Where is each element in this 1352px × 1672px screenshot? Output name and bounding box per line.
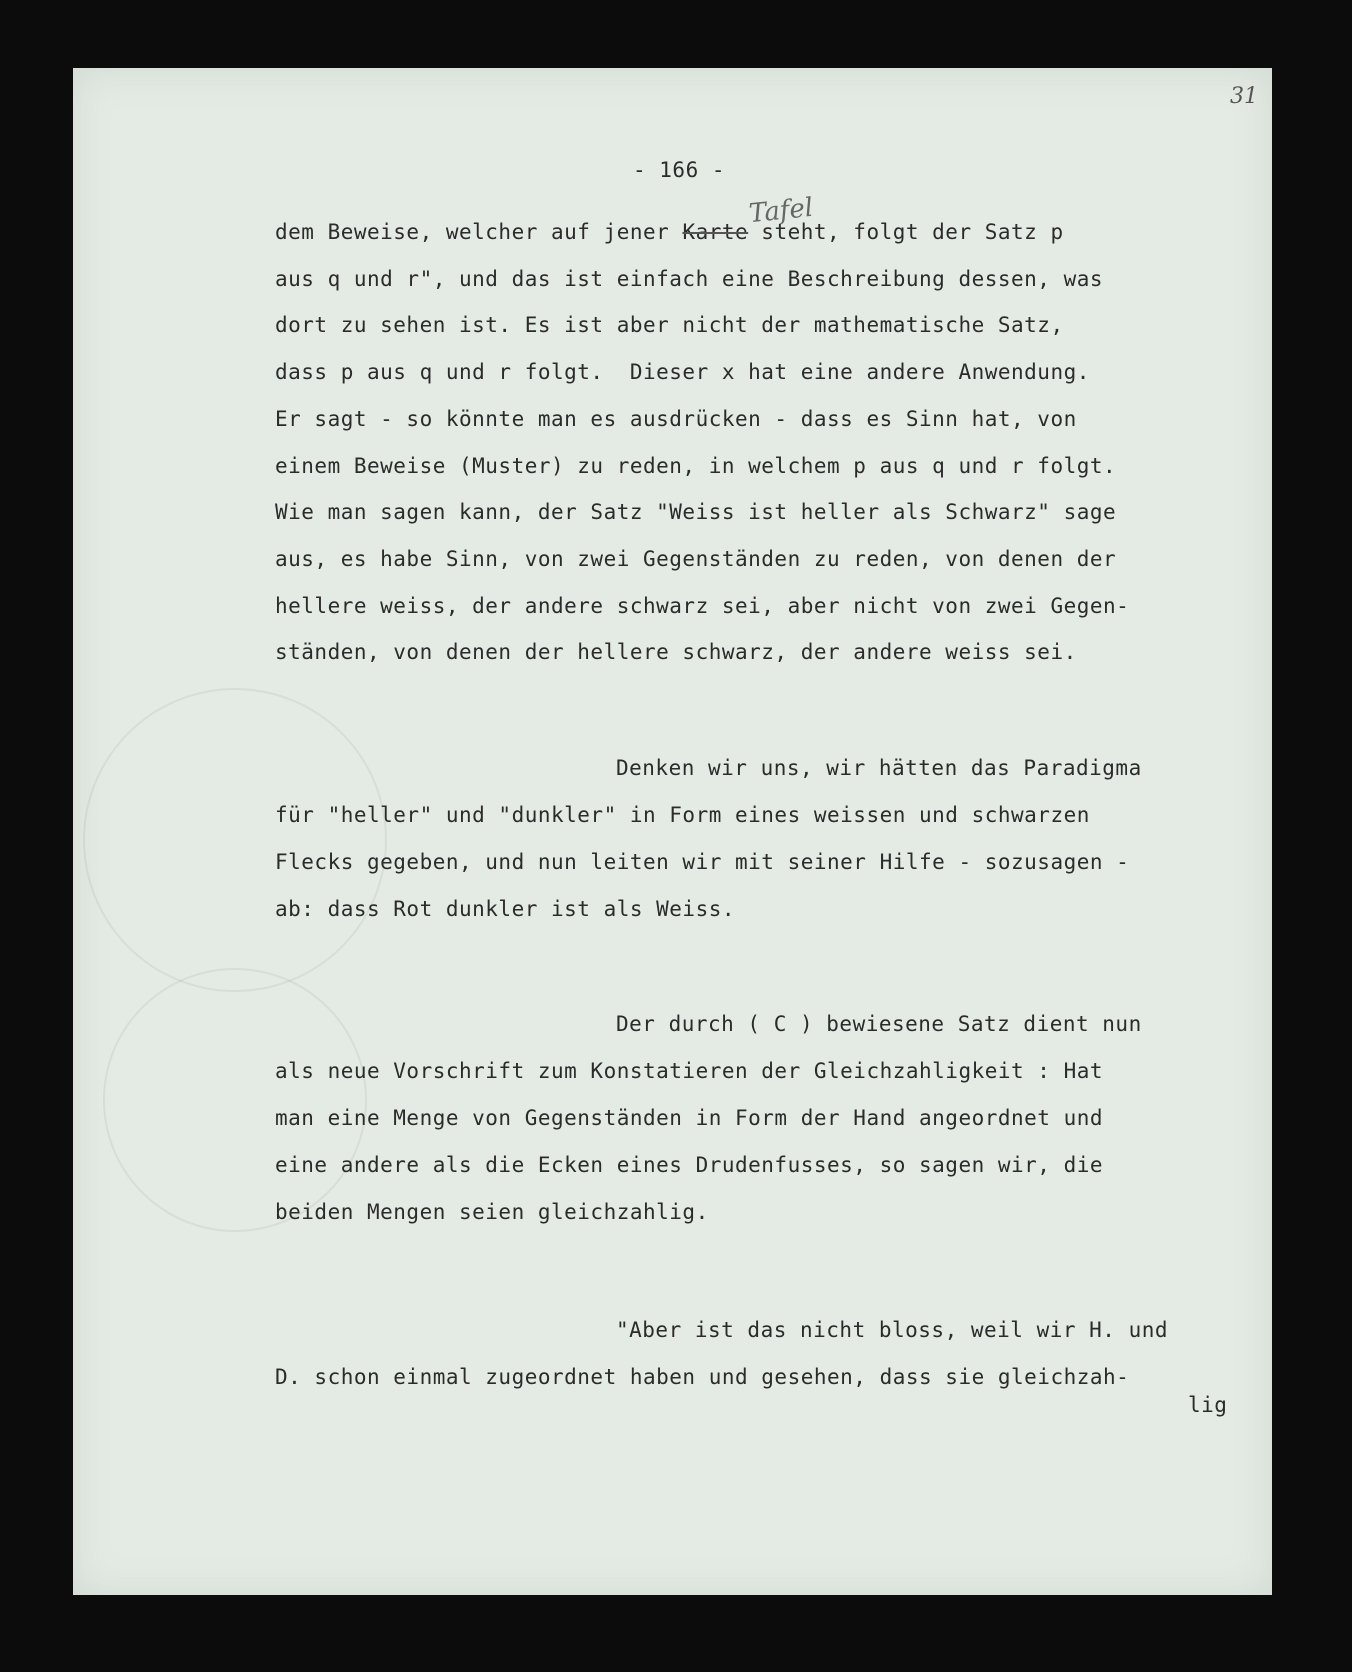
text-line: dem Beweise, welcher auf jener Karte steht, folgt der Satz p (275, 220, 1064, 244)
text-line: einem Beweise (Muster) zu reden, in welchem p aus q und r folgt. (275, 454, 1117, 478)
text-line: hellere weiss, der andere schwarz sei, aber nicht von zwei Gegen- (275, 594, 1130, 618)
faded-stamp (103, 968, 367, 1232)
text-line: für "heller" und "dunkler" in Form eines weissen und schwarzen (275, 803, 1090, 827)
text-line: eine andere als die Ecken eines Drudenfusses, so sagen wir, die (275, 1153, 1104, 1177)
folio-number: 31 (1230, 84, 1258, 109)
text-line: Er sagt - so könnte man es ausdrücken - dass es Sinn hat, von (275, 407, 1077, 431)
text-line: Flecks gegeben, und nun leiten wir mit seiner Hilfe - sozusagen - (275, 850, 1130, 874)
text-line: aus q und r", und das ist einfach eine Beschreibung dessen, was (275, 267, 1104, 291)
handwritten-insertion: Tafel (747, 192, 815, 230)
text-line: aus, es habe Sinn, von zwei Gegenständen zu reden, von denen der (275, 547, 1117, 571)
text-line: D. schon einmal zugeordnet haben und gesehen, dass sie gleichzah- (275, 1365, 1130, 1389)
text-line: lig (1188, 1393, 1228, 1417)
text-line: man eine Menge von Gegenständen in Form der Hand angeordnet und (275, 1106, 1104, 1130)
text-line: ständen, von denen der hellere schwarz, der andere weiss sei. (275, 640, 1077, 664)
struck-word: Karte (682, 220, 749, 244)
text-line: Denken wir uns, wir hätten das Paradigma (616, 756, 1142, 780)
text-line: beiden Mengen seien gleichzahlig. (275, 1200, 709, 1224)
text-line: ab: dass Rot dunkler ist als Weiss. (275, 897, 736, 921)
typescript-page (73, 68, 1272, 1595)
faded-stamp (83, 688, 387, 992)
text-line: dort zu sehen ist. Es ist aber nicht der mathematische Satz, (275, 313, 1064, 337)
text-line: Wie man sagen kann, der Satz "Weiss ist heller als Schwarz" sage (275, 500, 1117, 524)
text-line: "Aber ist das nicht bloss, weil wir H. und (616, 1318, 1169, 1342)
text-line: dass p aus q und r folgt. Dieser x hat eine andere Anwendung. (275, 360, 1090, 384)
text-line: als neue Vorschrift zum Konstatieren der Gleichzahligkeit : Hat (275, 1059, 1104, 1083)
page-number: - 166 - (633, 158, 726, 182)
text-line: Der durch ( C ) bewiesene Satz dient nun (616, 1012, 1142, 1036)
